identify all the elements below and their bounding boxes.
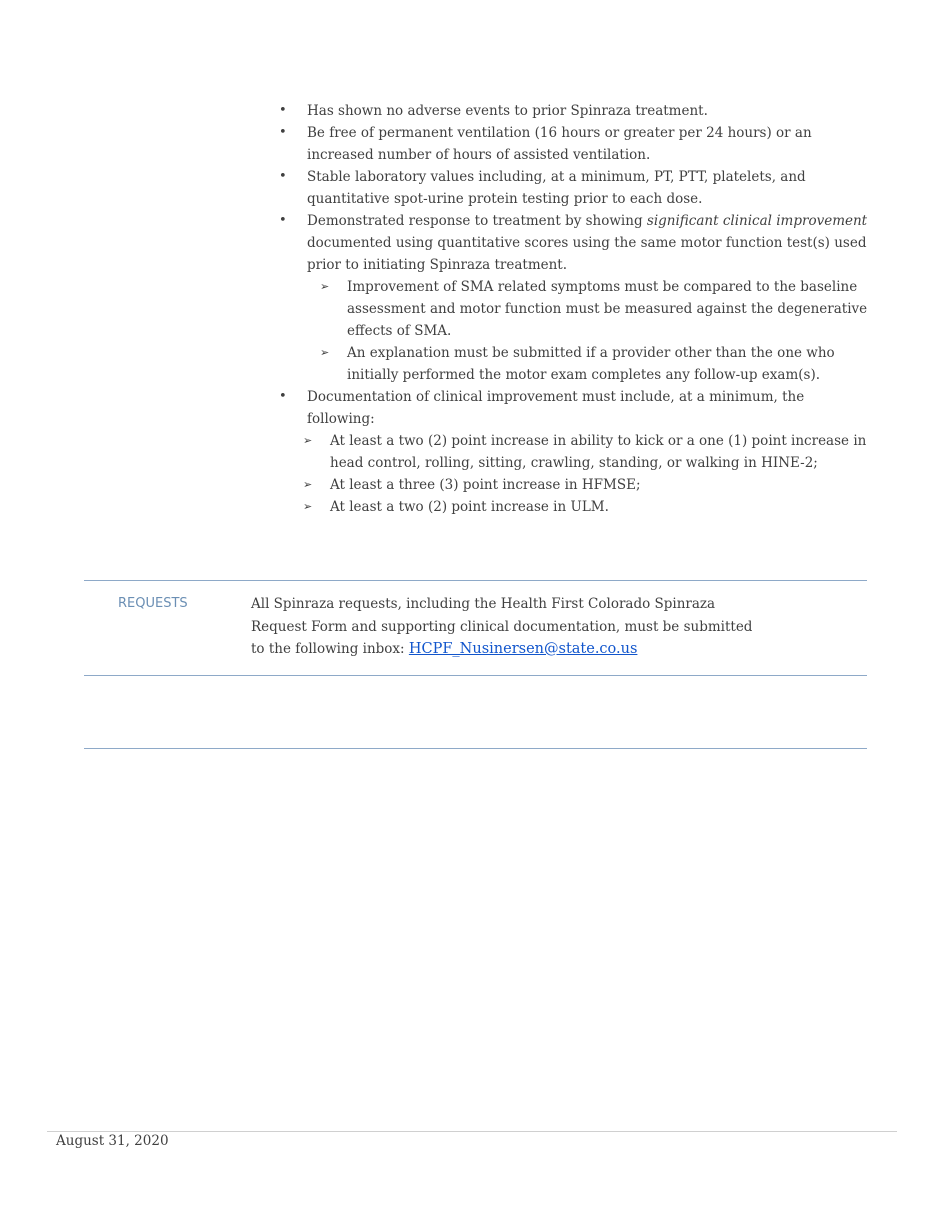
bullet-text-before: Demonstrated response to treatment by showing [307, 213, 647, 229]
footer-date: August 31, 2020 [56, 1133, 169, 1149]
bullet-text: Stable laboratory values including, at a minimum, PT, PTT, platelets, and quantitative spot-urine protein testing prior to each dose. [307, 169, 806, 207]
bullet-text: Be free of permanent ventilation (16 hours or greater per 24 hours) or an increased number of hours of assisted ventilation. [307, 125, 812, 163]
sub-bullet-item [320, 342, 870, 386]
arrow-bullet-icon: ➢ [303, 434, 313, 447]
bullet-text: Has shown no adverse events to prior Spinraza treatment. [307, 103, 708, 119]
sub-bullet-text: At least a two (2) point increase in ability to kick or a one (1) point increase in head control, rolling, sitting, crawling, standing, or walking in HINE-2; [330, 433, 867, 471]
bullet-dot-icon: • [279, 103, 287, 118]
sub-bullet-item [303, 474, 870, 496]
sub-bullet-item [320, 276, 870, 342]
eligibility-bullet-list [270, 100, 870, 518]
bullet-text: Documentation of clinical improvement must include, at a minimum, the following: [307, 389, 805, 427]
bullet-text-after: documented using quantitative scores using the same motor function test(s) used prior to initiating Spinraza treatment. [307, 235, 867, 273]
sub-bullet-text: An explanation must be submitted if a provider other than the one who initially performed the motor exam completes any follow-up exam(s). [347, 345, 835, 383]
arrow-bullet-icon: ➢ [320, 280, 330, 293]
requests-section-label: REQUESTS [118, 596, 188, 611]
arrow-bullet-icon: ➢ [303, 478, 313, 491]
arrow-bullet-icon: ➢ [303, 500, 313, 513]
requests-body-text: All Spinraza requests, including the Health First Colorado Spinraza Request Form and supporting clinical documentation, must be submitted to the following inbox: [251, 596, 753, 657]
section-divider-middle [84, 675, 867, 676]
bullet-item [270, 100, 870, 122]
bullet-dot-icon: • [279, 213, 287, 228]
section-divider-bottom [84, 748, 867, 749]
sub-bullet-text: At least a three (3) point increase in HFMSE; [330, 477, 641, 493]
bullet-dot-icon: • [279, 389, 287, 404]
bullet-item [270, 386, 870, 430]
requests-email-link[interactable]: HCPF_Nusinersen@state.co.us [408, 641, 638, 657]
requests-section-text [251, 593, 761, 661]
bullet-item [270, 166, 870, 210]
sub-bullet-text: At least a two (2) point increase in ULM. [330, 499, 609, 515]
section-divider-top [84, 580, 867, 581]
bullet-item [270, 210, 870, 276]
footer-divider [47, 1131, 897, 1132]
arrow-bullet-icon: ➢ [320, 346, 330, 359]
sub-bullet-item [303, 496, 870, 518]
bullet-dot-icon: • [279, 125, 287, 140]
sub-bullet-item [303, 430, 870, 474]
bullet-dot-icon: • [279, 169, 287, 184]
sub-bullet-text: Improvement of SMA related symptoms must be compared to the baseline assessment and motor function must be measured against the degenerative effects of SMA. [347, 279, 868, 339]
bullet-item [270, 122, 870, 166]
bullet-emphasis: significant clinical improvement [646, 213, 868, 229]
